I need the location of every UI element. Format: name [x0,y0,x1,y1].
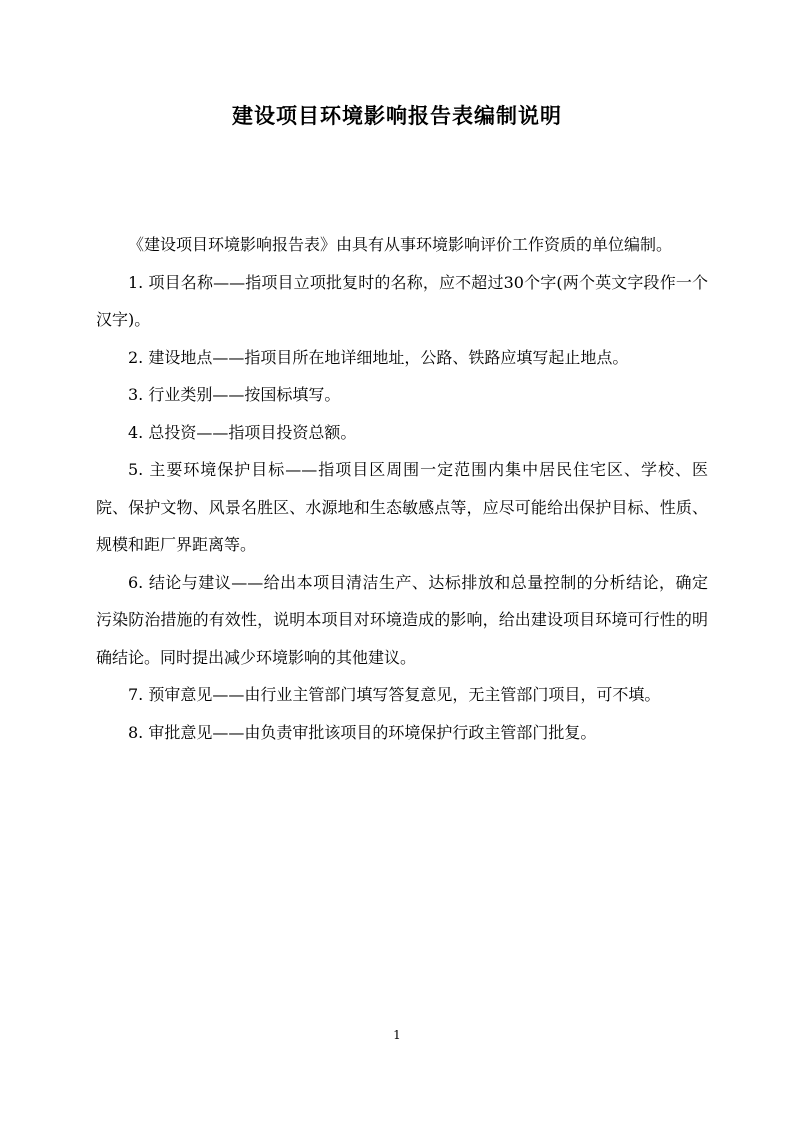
page-number: 1 [393,1028,401,1042]
document-title: 建设项目环境影响报告表编制说明 [232,103,562,128]
paragraph-item-8: 8. 审批意见——由负责审批该项目的环境保护行政主管部门批复。 [128,722,597,742]
paragraph-intro: 《建设项目环境影响报告表》由具有从事环境影响评价工作资质的单位编制。 [128,235,673,254]
paragraph-item-1: 1. 项目名称——指项目立项批复时的名称，应不超过30个字(两个英文字段作一个汉字)。 [96,272,708,329]
paragraph-item-4: 4. 总投资——指项目投资总额。 [128,422,357,442]
paragraph-item-6: 6. 结论与建议——给出本项目清洁生产、达标排放和总量控制的分析结论，确定污染防治措施的有效性，说明本项目对环境造成的影响，给出建设项目环境可行性的明确结论。同时提出减少环境影响的其他建议。 [96,572,708,667]
document-body [96,226,708,751]
paragraph-item-3: 3. 行业类别——按国标填写。 [128,385,341,404]
paragraph-item-2: 2. 建设地点——指项目所在地详细地址，公路、铁路应填写起止地点。 [128,347,629,367]
paragraph-item-5: 5. 主要环境保护目标——指项目区周围一定范围内集中居民住宅区、学校、医院、保护文物、风景名胜区、水源地和生态敏感点等，应尽可能给出保护目标、性质、规模和距厂界距离等。 [96,460,708,554]
paragraph-item-7: 7. 预审意见——由行业主管部门填写答复意见，无主管部门项目，可不填。 [128,685,661,704]
